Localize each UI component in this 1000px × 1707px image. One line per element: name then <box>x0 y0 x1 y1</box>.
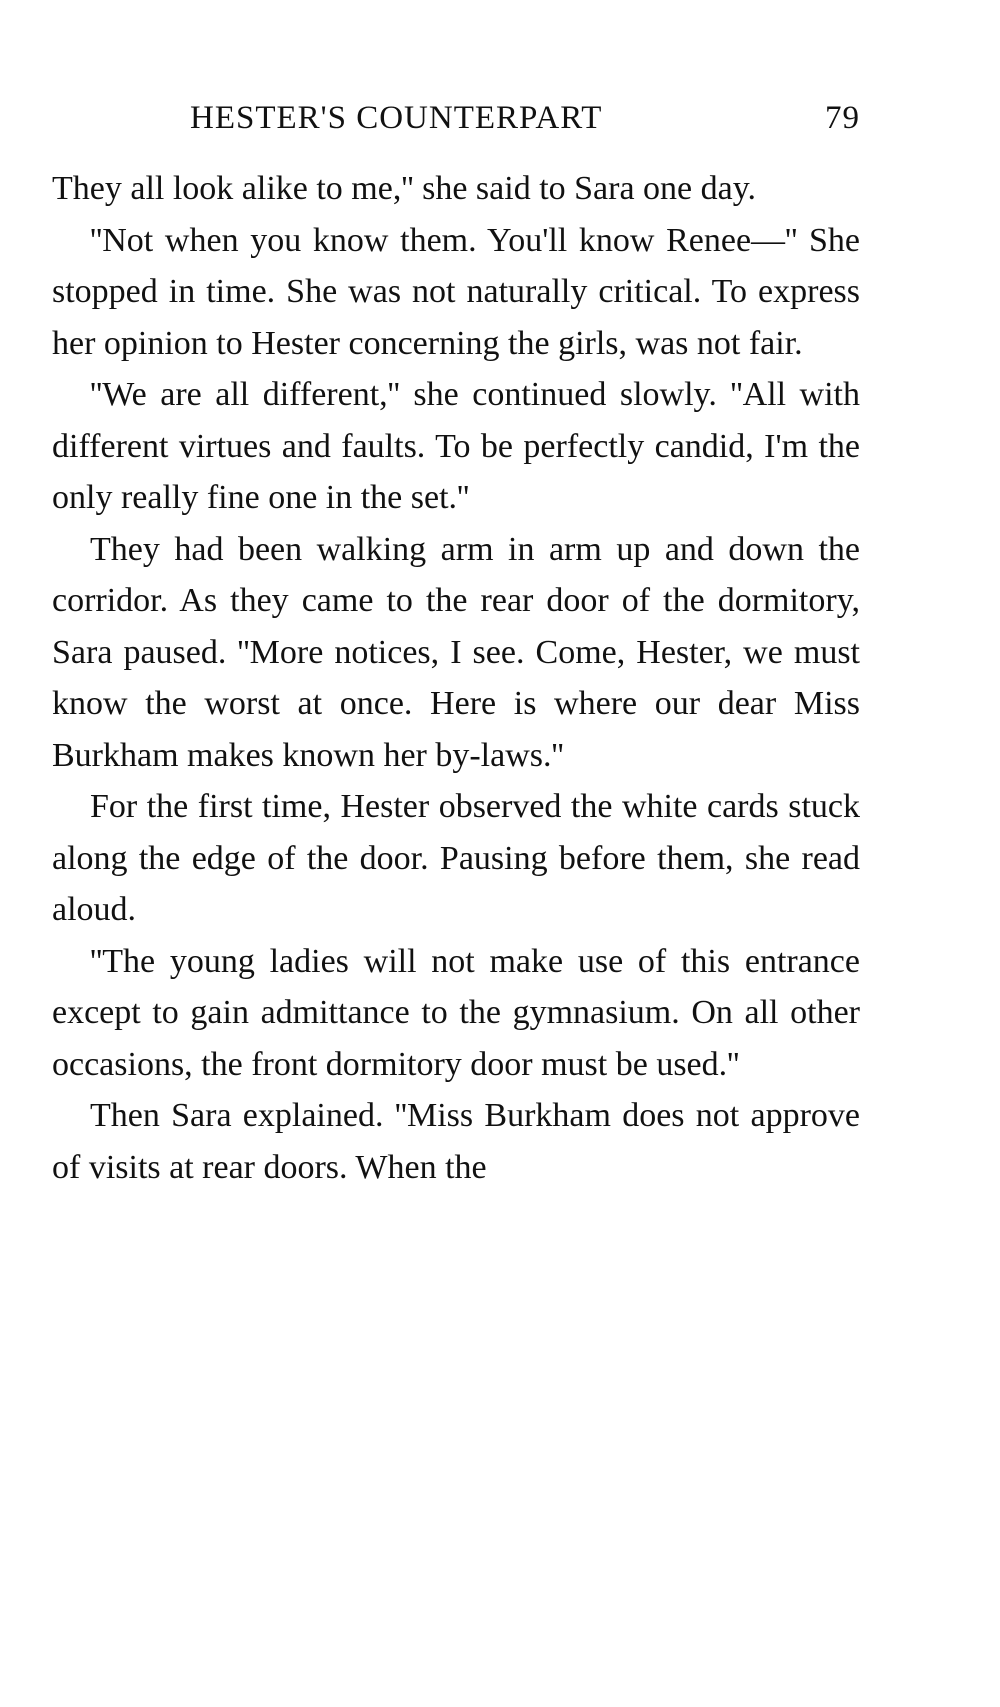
running-title: HESTER'S COUNTERPART <box>190 100 603 136</box>
page-number: 79 <box>825 100 860 136</box>
paragraph: ''Not when you know them. You'll know Renee—'' She stopped in time. She was not naturally critical. To express her opinion to Hester concerning the girls, was not fair. <box>52 221 860 362</box>
paragraph: ''We are all different,'' she continued slowly. ''All with different virtues and faults. To be perfectly candid, I'm the only really fine one in the set.'' <box>52 376 860 516</box>
paragraph: ''The young ladies will not make use of this entrance except to gain admittance to the gymnasium. On all other occasions, the front dormitory door must be used.'' <box>52 942 860 1083</box>
body-text <box>52 163 860 1193</box>
paragraph: They had been walking arm in arm up and down the corridor. As they came to the rear door of the dormitory, Sara paused. ''More notices, I see. Come, Hester, we must know the worst at once. Here is where our dear Miss Burkham makes known her by-laws.'' <box>52 530 860 774</box>
paragraph-continued: They all look alike to me,'' she said to Sara one day. <box>52 170 757 207</box>
running-header <box>55 100 860 144</box>
paragraph: Then Sara explained. ''Miss Burkham does not approve of visits at rear doors. When the <box>52 1097 860 1186</box>
paragraph: For the first time, Hester observed the white cards stuck along the edge of the door. Pausing before them, she read aloud. <box>52 788 860 928</box>
